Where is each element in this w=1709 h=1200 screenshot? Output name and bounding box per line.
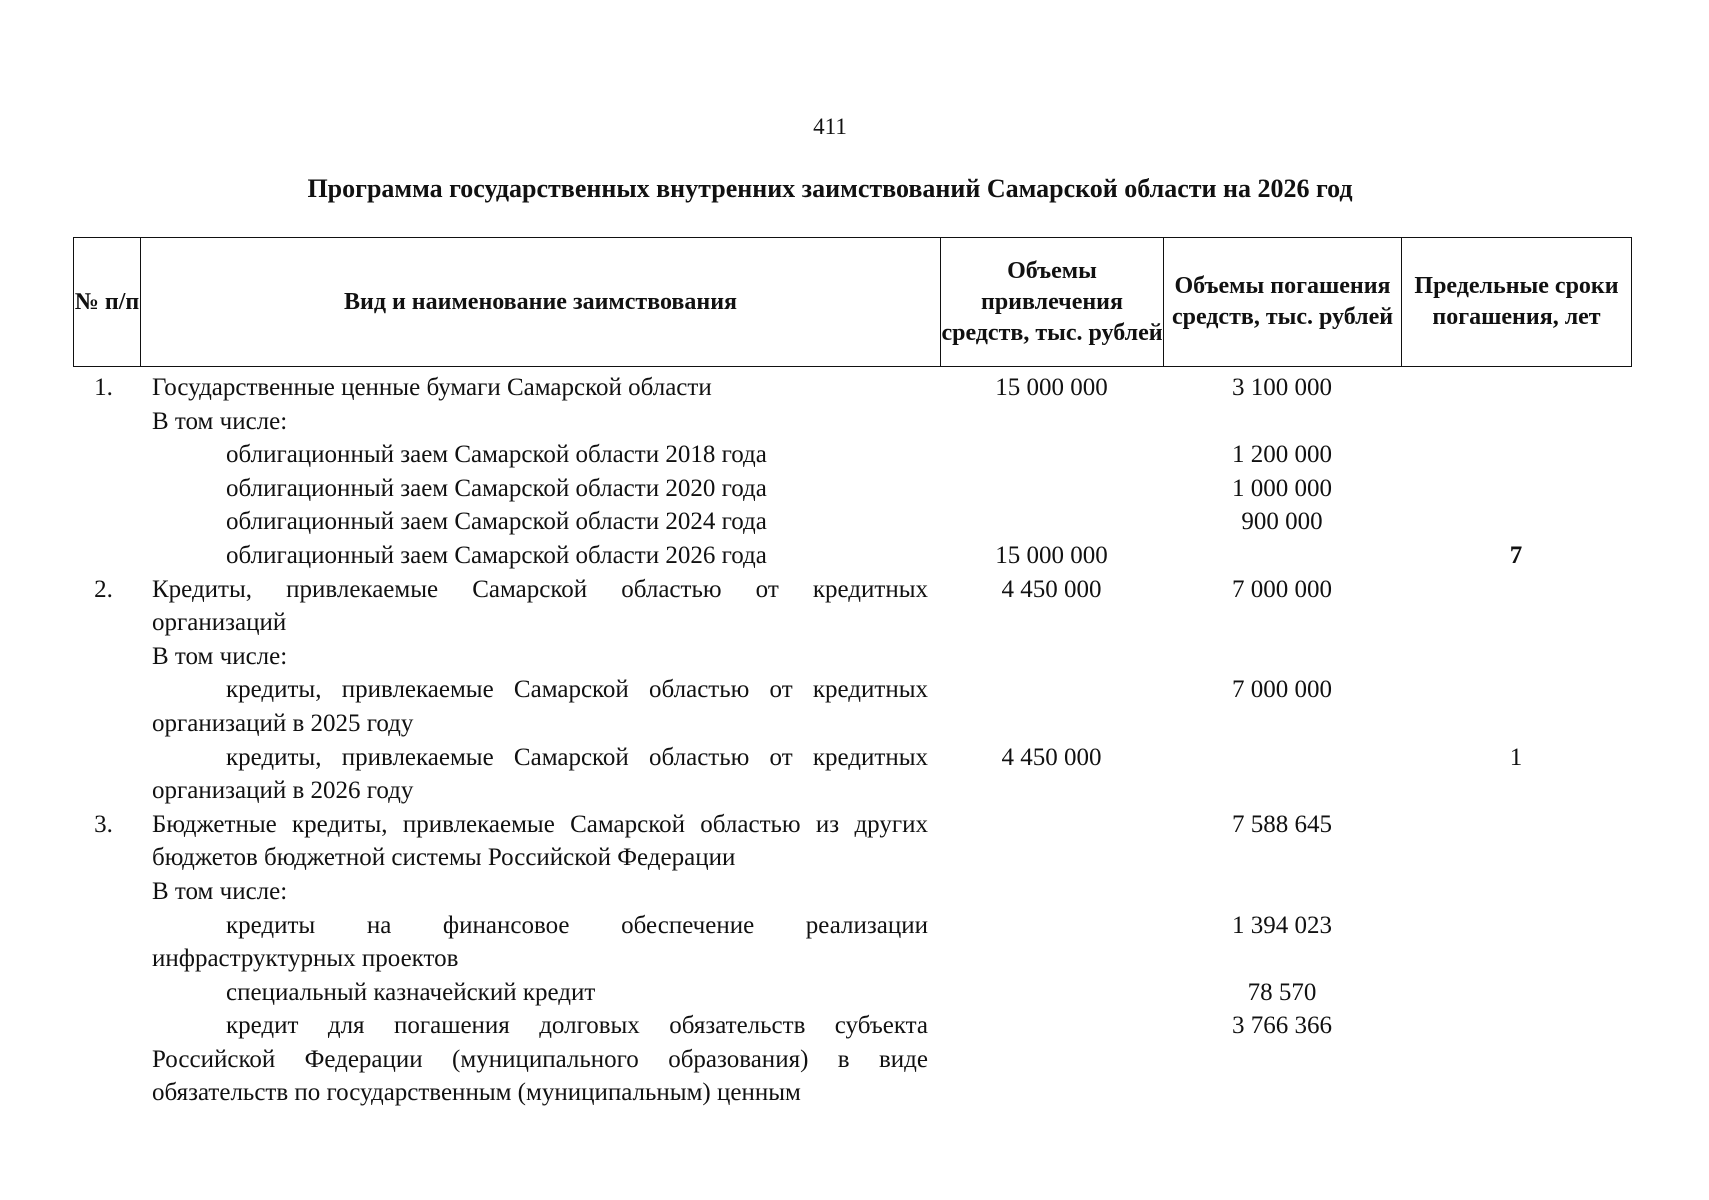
row-number [73,505,140,539]
row-name: В том числе: [152,407,288,435]
table-header [73,237,1632,367]
row-attraction [940,505,1163,539]
row-attraction: 15 000 000 [995,374,1108,401]
row-name: Государственные ценные бумаги Самарской области [152,374,712,401]
row-term [1401,976,1631,1010]
header-number: № п/п [74,238,141,367]
row-repayment [1163,875,1401,909]
row-attraction [940,1009,1163,1110]
row-term [1401,371,1631,405]
row-name: кредит для погашения долговых обязательств субъекта Российской Федерации (муниципального образования) в виде обязательств по государственным (муниципальным) ценным [152,1012,928,1107]
row-attraction: 15 000 000 [995,541,1108,569]
row-number [73,539,140,573]
header-attraction-volume: Объемы привлечения средств, тыс. рублей [941,238,1164,367]
row-number [73,875,140,909]
row-repayment: 78 570 [1247,978,1317,1006]
row-name: кредиты, привлекаемые Самарской областью от кредитных организаций в 2026 году [152,743,928,805]
header-repayment-volume: Объемы погашения средств, тыс. рублей [1164,238,1402,367]
row-term: 1 [1509,743,1523,771]
row-number [73,472,140,506]
table-row [73,405,1631,439]
table-row [73,640,1631,674]
table-row [73,1009,1631,1110]
row-attraction: 4 450 000 [1001,575,1102,603]
row-number [73,673,140,740]
row-term [1401,573,1631,640]
table-row [73,909,1631,976]
header-borrowing-name: Вид и наименование заимствования [141,238,941,367]
row-repayment: 900 000 [1241,508,1323,536]
row-repayment: 1 394 023 [1232,911,1332,939]
table-row [73,438,1631,472]
row-name: облигационный заем Самарской области 2026 года [226,541,767,569]
row-number: 1. [94,374,113,401]
table-row [73,808,1631,875]
table-row [73,673,1631,740]
row-repayment: 3 766 366 [1232,1012,1332,1040]
row-name: специальный казначейский кредит [226,978,596,1006]
table-row [73,505,1631,539]
row-repayment [1163,741,1401,808]
row-number [73,405,140,439]
row-repayment: 7 000 000 [1232,575,1332,603]
row-name: кредиты на финансовое обеспечение реализации инфраструктурных проектов [152,911,928,973]
row-term [1401,640,1631,674]
row-repayment: 1 000 000 [1232,474,1332,502]
row-term [1401,673,1631,740]
row-name: кредиты, привлекаемые Самарской областью от кредитных организаций в 2025 году [152,676,928,737]
row-term [1401,808,1631,875]
row-term [1401,1009,1631,1110]
row-repayment [1163,539,1401,573]
row-repayment [1163,640,1401,674]
row-attraction [940,640,1163,674]
row-repayment: 7 000 000 [1232,676,1332,704]
row-number [73,909,140,976]
row-name: Бюджетные кредиты, привлекаемые Самарской областью из других бюджетов бюджетной системы Российской Федерации [152,810,928,872]
row-name: облигационный заем Самарской области 2018 года [226,441,767,469]
table-row [73,741,1631,808]
table-row [73,976,1631,1010]
table-row [73,573,1631,640]
row-term [1401,909,1631,976]
table-body [73,371,1631,1110]
row-attraction [940,405,1163,439]
row-attraction [940,976,1163,1010]
row-term [1401,505,1631,539]
row-attraction [940,438,1163,472]
row-number: 3. [94,810,113,838]
row-number [73,438,140,472]
row-attraction [940,472,1163,506]
row-number [73,1009,140,1110]
row-name: В том числе: [152,642,288,670]
row-term [1401,875,1631,909]
row-attraction [940,909,1163,976]
row-name: Кредиты, привлекаемые Самарской областью от кредитных организаций [152,575,928,637]
row-number [73,976,140,1010]
row-repayment: 1 200 000 [1232,441,1332,469]
row-attraction [940,808,1163,875]
row-term [1401,472,1631,506]
row-attraction [940,673,1163,740]
row-attraction [940,875,1163,909]
header-repayment-term: Предельные сроки погашения, лет [1402,238,1632,367]
row-number: 2. [94,575,113,603]
row-number [73,640,140,674]
row-repayment: 7 588 645 [1232,810,1332,838]
table-row [73,539,1631,573]
row-term [1401,438,1631,472]
table-row [73,371,1631,405]
row-term: 7 [1509,541,1523,569]
page-number: 411 [813,114,847,139]
row-attraction: 4 450 000 [1001,743,1102,771]
row-number [73,741,140,808]
table-row [73,875,1631,909]
row-repayment: 3 100 000 [1232,374,1332,401]
document-title: Программа государственных внутренних заимствований Самарской области на 2026 год [307,174,1353,203]
row-repayment [1163,405,1401,439]
row-term [1401,405,1631,439]
row-name: облигационный заем Самарской области 2020 года [226,474,767,502]
row-name: облигационный заем Самарской области 2024 года [226,508,767,536]
table-row [73,472,1631,506]
row-name: В том числе: [152,877,288,905]
